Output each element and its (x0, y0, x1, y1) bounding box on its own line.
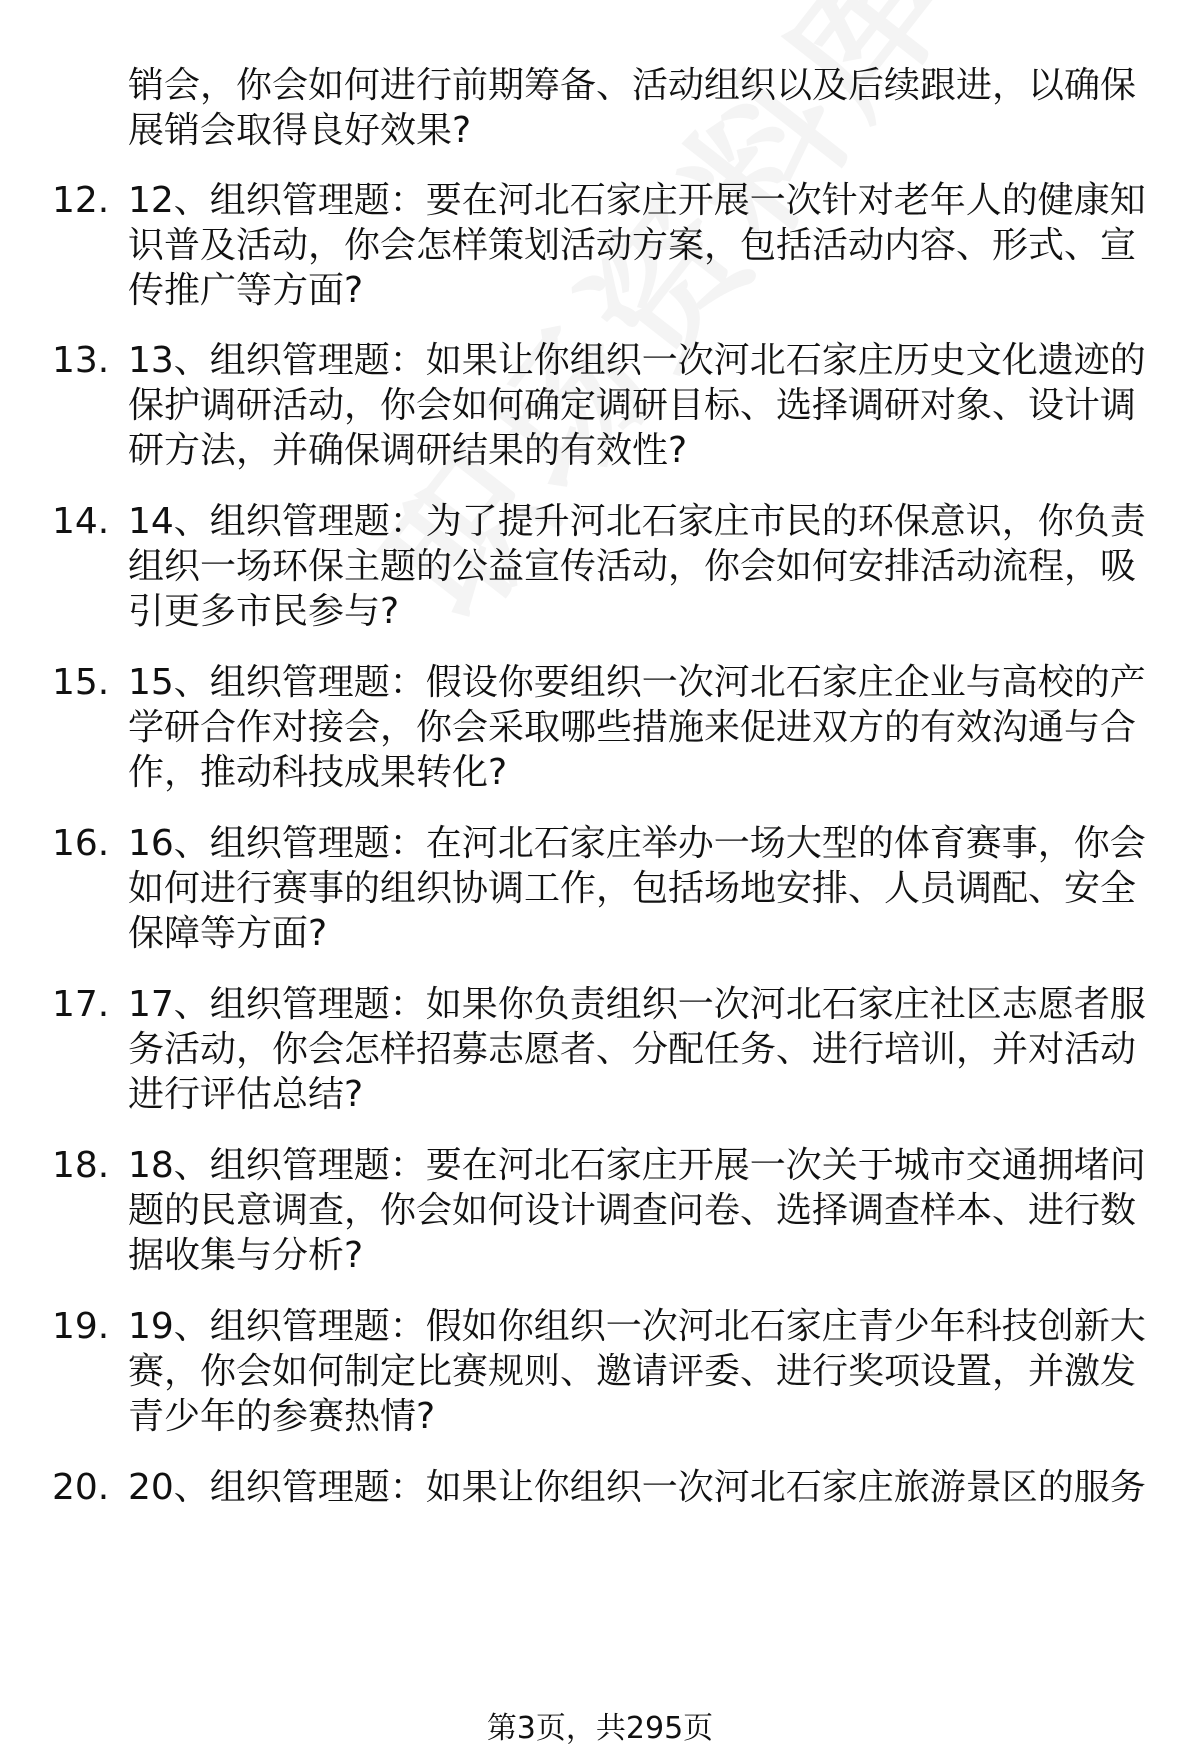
continuation-paragraph: 销会，你会如何进行前期筹备、活动组织以及后续跟进，以确保展销会取得良好效果? (128, 65, 1137, 151)
item-text: 18、组织管理题：要在河北石家庄开展一次关于城市交通拥堵问题的民意调查，你会如何设计调查问卷、选择调查样本、进行数据收集与分析? (128, 1145, 1146, 1276)
item-number: 18. (52, 1145, 110, 1186)
item-text: 12、组织管理题：要在河北石家庄开展一次针对老年人的健康知识普及活动，你会怎样策划活动方案，包括活动内容、形式、宣传推广等方面? (128, 180, 1146, 311)
item-number: 15. (52, 662, 110, 703)
item-text: 14、组织管理题：为了提升河北石家庄市民的环保意识，你负责组织一场环保主题的公益宣传活动，你会如何安排活动流程，吸引更多市民参与? (128, 501, 1146, 632)
item-text: 13、组织管理题：如果让你组织一次河北石家庄历史文化遗迹的保护调研活动，你会如何确定调研目标、选择调研对象、设计调研方法，并确保调研结果的有效性? (128, 340, 1146, 471)
item-number: 17. (52, 984, 110, 1025)
item-text: 20、组织管理题：如果让你组织一次河北石家庄旅游景区的服务 (128, 1467, 1146, 1508)
item-number: 12. (52, 180, 110, 221)
item-number: 20. (52, 1467, 110, 1508)
item-text: 15、组织管理题：假设你要组织一次河北石家庄企业与高校的产学研合作对接会，你会采取哪些措施来促进双方的有效沟通与合作，推动科技成果转化? (128, 662, 1146, 793)
item-number: 16. (52, 823, 110, 864)
item-number: 13. (52, 340, 110, 381)
item-number: 19. (52, 1306, 110, 1347)
item-text: 16、组织管理题：在河北石家庄举办一场大型的体育赛事，你会如何进行赛事的组织协调工作，包括场地安排、人员调配、安全保障等方面? (128, 823, 1146, 954)
page-number-footer: 第3页，共295页 (486, 1711, 714, 1746)
item-text: 19、组织管理题：假如你组织一次河北石家庄青少年科技创新大赛，你会如何制定比赛规则、邀请评委、进行奖项设置，并激发青少年的参赛热情? (128, 1306, 1146, 1437)
item-text: 17、组织管理题：如果你负责组织一次河北石家庄社区志愿者服务活动，你会怎样招募志愿者、分配任务、进行培训，并对活动进行评估总结? (128, 984, 1146, 1115)
item-number: 14. (52, 501, 110, 542)
